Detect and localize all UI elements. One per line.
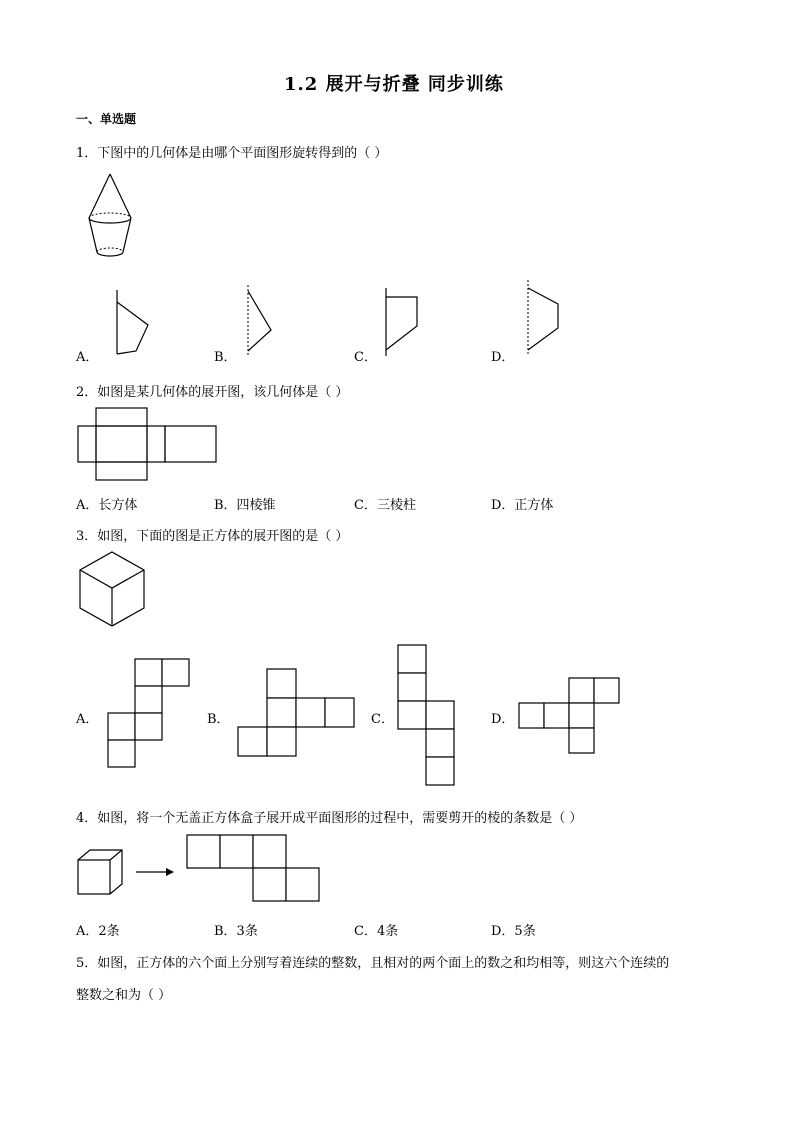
q1-solid-figure	[80, 170, 150, 265]
q2-option-b[interactable]: B．四棱锥	[214, 498, 276, 513]
q1-option-c[interactable]: C．	[354, 350, 377, 365]
q2-option-a[interactable]: A．长方体	[76, 498, 138, 513]
q2-option-d[interactable]: D．正方体	[491, 498, 554, 513]
question-5-stem-line2: 整数之和为（ ）	[76, 988, 172, 1003]
question-5-stem-line1: 5．如图，正方体的六个面上分别写着连续的整数，且相对的两个面上的数之和均相等，则这六个连续的	[76, 956, 670, 971]
q3-option-b[interactable]: B．	[207, 712, 230, 727]
q3-option-d-net	[516, 676, 626, 756]
q1-option-a-figure	[110, 288, 155, 358]
section-heading: 一、单选题	[76, 112, 137, 126]
q1-option-c-figure	[380, 288, 425, 358]
q4-option-c[interactable]: C．4条	[354, 924, 399, 939]
question-1-stem: 1．下图中的几何体是由哪个平面图形旋转得到的（ ）	[76, 146, 388, 161]
q1-option-a[interactable]: A．	[76, 350, 99, 365]
question-4-stem: 4．如图，将一个无盖正方体盒子展开成平面图形的过程中，需要剪开的棱的条数是（ ）	[76, 811, 583, 826]
q1-option-b[interactable]: B．	[214, 350, 237, 365]
q3-cube-figure	[78, 550, 148, 630]
question-3-stem: 3．如图，下面的图是正方体的展开图的是（ ）	[76, 529, 349, 544]
q3-option-d[interactable]: D．	[491, 712, 515, 727]
q4-net-figure	[185, 833, 323, 905]
q4-option-a[interactable]: A．2条	[76, 924, 120, 939]
q4-option-d[interactable]: D．5条	[491, 924, 536, 939]
page-title: 1.2 展开与折叠 同步训练	[284, 74, 504, 95]
q1-option-b-figure	[240, 285, 275, 360]
q3-option-a-net	[106, 657, 196, 769]
q2-option-c[interactable]: C．三棱柱	[354, 498, 416, 513]
q4-option-b[interactable]: B．3条	[214, 924, 258, 939]
q1-option-d[interactable]: D．	[491, 350, 515, 365]
q2-net-figure	[76, 406, 221, 484]
q3-option-c-net	[396, 643, 460, 788]
question-2-stem: 2．如图是某几何体的展开图，该几何体是（ ）	[76, 385, 349, 400]
q3-option-b-net	[236, 667, 360, 762]
q3-option-c[interactable]: C．	[371, 712, 394, 727]
q1-option-d-figure	[520, 280, 565, 360]
q3-option-a[interactable]: A．	[76, 712, 99, 727]
q4-open-box-figure	[76, 846, 176, 898]
